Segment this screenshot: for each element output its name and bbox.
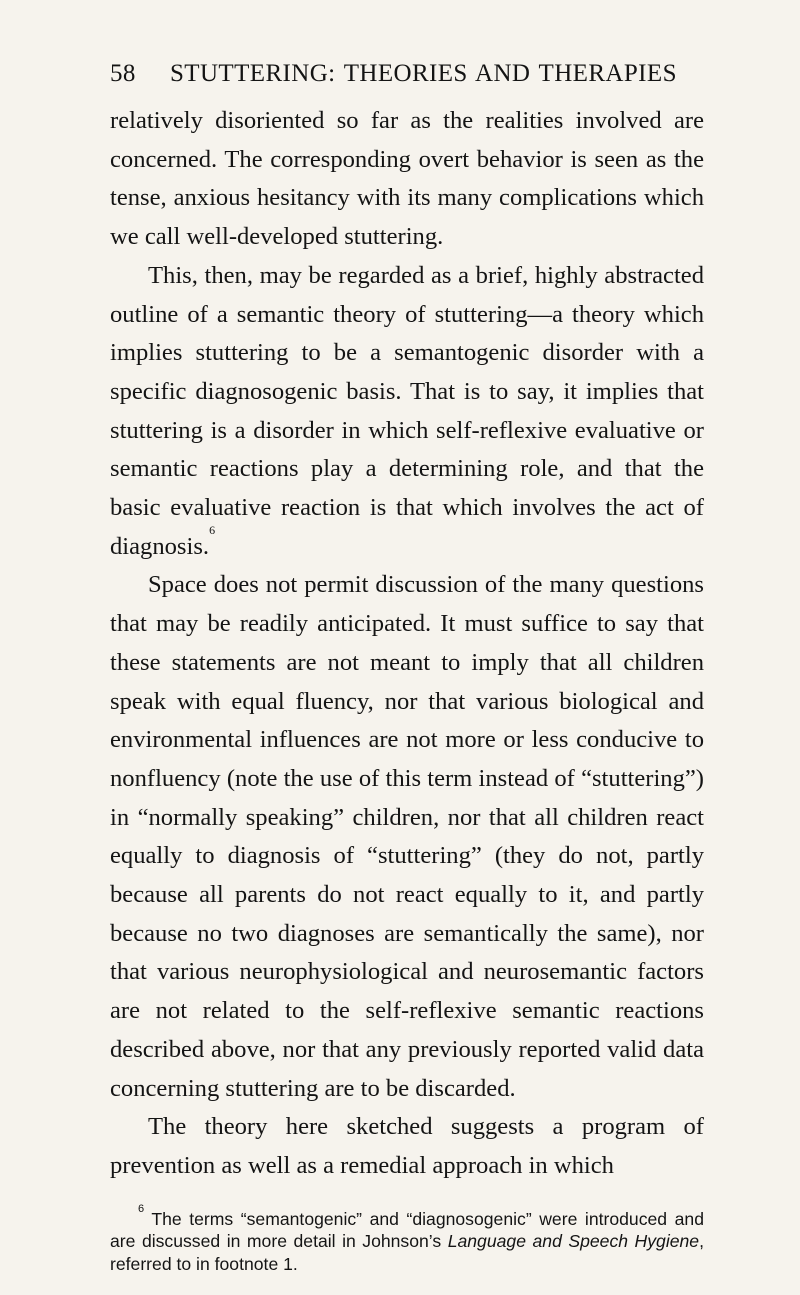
paragraph-3: Space does not permit discussion of the many questions that may be readily anticipated. It must suffice to say that these statements are not meant to imply that all children speak with equal fluency, nor that various biological and environmental influences are not more or less conducive to nonfluency (note the use of this term instead of “stuttering”) in “normally speaking” children, nor that all children react equally to diagnosis of “stuttering” (they do not, partly because all parents do not react equally to it, and partly because no two diagnoses are semantically the same), nor that various neurophysiological and neurosemantic factors are not related to the self-reflexive semantic reactions described above, nor that any previously reported valid data concerning stuttering are to be discarded. — [110, 571, 704, 1102]
footnote-text-start: The terms “semantogenic” and “diagnosogenic” were introduced and are discussed in more detail in Johnson’s — [110, 1208, 704, 1252]
running-head — [110, 60, 704, 88]
footnote-text-end: , referred to in footnote 1. — [110, 1231, 704, 1274]
footnote-number: 6 — [138, 1202, 145, 1215]
paragraph-2-text: This, then, may be regarded as a brief, highly abstracted outline of a semantic theory of stuttering—a theory which implies stuttering to be a semantogenic disorder with a specific diagnosogenic basis. That is to say, it implies that stuttering is a disorder in which self-reflexive evaluative or semantic reactions play a determining role, and that the basic evaluative reaction is that which involves the act of diagnosis. — [110, 261, 704, 560]
footnote — [110, 1202, 704, 1276]
paragraph-4: The theory here sketched suggests a program of prevention as well as a remedial approach in which — [110, 1113, 704, 1179]
body-text — [110, 102, 704, 1186]
page-number: 58 — [110, 60, 136, 87]
footnote-reference: 6 — [209, 522, 216, 537]
paragraph-1: relatively disoriented so far as the realities involved are concerned. The corresponding overt behavior is seen as the tense, anxious hesitancy with its many complications which we call well-developed stuttering. — [110, 107, 704, 251]
footnote-book-title: Language and Speech Hygiene — [447, 1231, 700, 1252]
book-page — [110, 60, 704, 1275]
paragraph-2 — [110, 257, 704, 567]
running-title: STUTTERING: THEORIES AND THERAPIES — [170, 60, 677, 87]
